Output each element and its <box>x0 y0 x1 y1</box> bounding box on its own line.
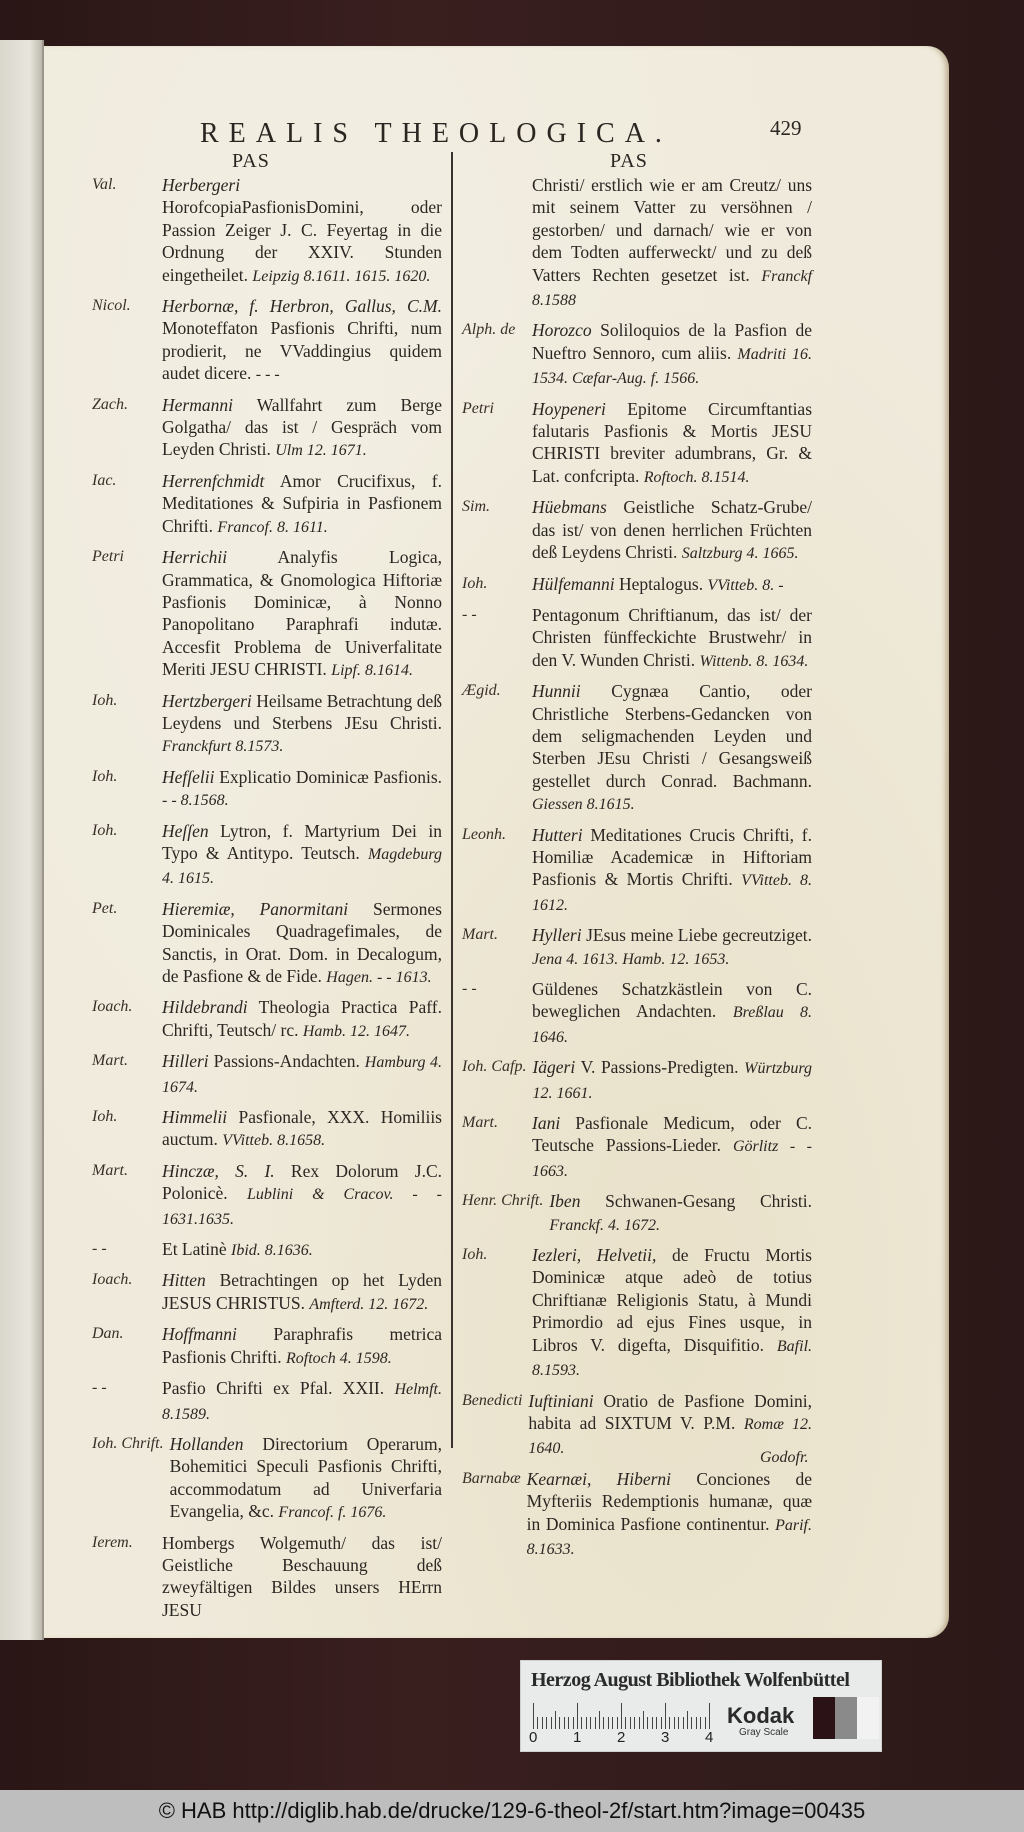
entry-title: Cygnæa Cantio, oder Christliche Sterbens-Gedancken von dem seligmachenden Leyden und Sterben JEsu Christi / Gesangsweiß gestellet durch Conrad. Bachmann. <box>532 681 812 791</box>
author-given-name: Ioach. <box>92 998 133 1016</box>
author-given-name: Leonh. <box>462 825 506 843</box>
author-surname: Himmelii <box>162 1107 228 1128</box>
entry-text <box>532 604 812 673</box>
author-surname: Herrenfchmidt <box>162 470 265 491</box>
ruler-tick <box>564 1717 565 1729</box>
author-given-name: Ioh. <box>462 1246 488 1264</box>
entry-imprint: Bafil. 8.1593. <box>532 1337 813 1380</box>
ruler-tick <box>669 1717 670 1729</box>
entry-title: Güldenes Schatzkästlein von C. beweglichen Andachten. <box>532 979 812 1022</box>
ruler-tick <box>674 1717 675 1729</box>
author-surname: Iani <box>532 1113 561 1134</box>
ruler-tick <box>586 1717 587 1729</box>
entry-imprint: VVitteb. 8.1658. <box>222 1132 326 1150</box>
bibliography-entry <box>462 573 812 597</box>
ruler-label: 1 <box>573 1729 582 1746</box>
gray-swatch-dark <box>813 1697 835 1739</box>
bibliography-entry <box>92 1050 442 1099</box>
author-surname: Hutteri <box>532 824 583 845</box>
author-surname: Hollanden <box>169 1433 244 1454</box>
entry-title: Schwanen-Gesang Christi. <box>605 1191 812 1212</box>
bibliography-entry <box>92 1106 442 1153</box>
bibliography-entry <box>92 898 442 990</box>
author-surname: Hylleri <box>532 925 582 946</box>
entry-text <box>162 546 442 682</box>
ruler-tick <box>656 1717 657 1729</box>
entry-title: Amor Crucifixus, f. Meditationes & Sufpiria in Pasfionem Chrifti. <box>162 470 442 536</box>
author-surname: Horozco <box>532 320 592 341</box>
entry-title: Wallfahrt zum Berge Golgatha/ das ist / Gespräch vom Leyden Christi. <box>162 394 442 460</box>
bibliography-entry <box>92 766 442 813</box>
ruler-tick <box>555 1711 556 1729</box>
entry-title: de Fructu Mortis Dominicæ atque adeò de totius Chriftianæ Religionis Statu, à Mundi Primordio ad ejus Fines usque, in Libros V. digefta, Disquifitio. <box>532 1245 812 1355</box>
column-head-left: PAS <box>232 150 270 172</box>
entry-imprint: Helmft. 8.1589. <box>162 1381 442 1423</box>
ruler-tick <box>705 1717 706 1729</box>
author-surname: Hüebmans <box>532 497 607 518</box>
ruler-tick <box>691 1717 692 1729</box>
entry-text <box>162 470 442 539</box>
entry-text <box>532 1244 812 1382</box>
author-given-name: Mart. <box>462 1114 498 1132</box>
author-surname: Hilleri <box>162 1051 209 1072</box>
ruler-tick <box>533 1703 534 1729</box>
entry-imprint: Franckf 8.1588 <box>532 267 813 310</box>
bibliography-entry <box>92 690 442 759</box>
entry-title: Passions-Andachten. <box>213 1051 360 1072</box>
ruler-tick <box>634 1717 635 1729</box>
author-surname: Hunnii <box>532 681 581 702</box>
bibliography-entry <box>462 1244 812 1382</box>
ruler-label: 3 <box>661 1729 670 1746</box>
bibliography-entry <box>462 680 812 816</box>
entry-text <box>532 573 812 597</box>
entry-text <box>162 996 442 1043</box>
entry-imprint: Francof. 8. 1611. <box>217 518 328 536</box>
bibliography-entry <box>92 174 442 288</box>
entry-text <box>532 398 812 490</box>
right-column <box>462 174 812 1568</box>
entry-imprint: Breßlau 8. 1646. <box>532 1004 812 1046</box>
entry-imprint: Francof. f. 1676. <box>278 1504 387 1522</box>
entry-text <box>162 1532 442 1624</box>
entry-title: Geistliche Schatz-Grube/ das ist/ von denen herrlichen Früchten deß Leydens Christi. <box>532 497 812 563</box>
author-given-name: Ioh. <box>92 691 118 709</box>
author-given-name: Ioh. <box>92 1108 118 1126</box>
author-surname: Kearnæi, Hiberni <box>526 1468 672 1489</box>
bibliography-entry <box>462 174 812 312</box>
ruler-tick <box>537 1717 538 1729</box>
entry-text <box>162 766 442 813</box>
entry-title: Heptalogus. <box>619 573 704 594</box>
ruler-tick <box>639 1717 640 1729</box>
entry-imprint: Ibid. 8.1636. <box>231 1242 313 1260</box>
ruler-tick <box>568 1717 569 1729</box>
entry-title: Analyfis Logica, Grammatica, & Gnomologica Hiftoriæ Pasfionis Dominicæ, à Nonno Panopolitano Paraphrafi indutæ. Accesfit Problema de Univerfalitate Meriti JESU CHRISTI. <box>162 547 442 680</box>
bibliography-entry <box>462 1190 812 1237</box>
author-given-name: Zach. <box>92 395 128 413</box>
entry-text <box>162 1377 442 1426</box>
ruler-tick <box>678 1717 679 1729</box>
entry-text <box>532 496 812 565</box>
author-given-name: Benedicti <box>462 1391 523 1409</box>
entry-text <box>532 824 812 918</box>
author-surname: Herrichii <box>162 547 228 568</box>
author-given-name: Iac. <box>92 471 117 489</box>
entry-imprint: Lipf. 8.1614. <box>331 662 413 680</box>
entry-text <box>162 1323 442 1370</box>
ruler-tick <box>559 1717 560 1729</box>
bibliography-entry <box>462 924 812 971</box>
bibliography-entry <box>92 394 442 463</box>
catchword: Godofr. <box>760 1449 809 1466</box>
entry-text <box>527 1468 812 1562</box>
author-given-name: Barnabæ <box>462 1469 521 1487</box>
entry-imprint: Görlitz - - 1663. <box>532 1138 813 1180</box>
column-divider <box>451 152 453 1448</box>
entry-imprint: Amfterd. 12. 1672. <box>309 1295 429 1313</box>
author-surname: Hefſelii <box>162 766 215 787</box>
entry-imprint: Romæ 12. 1640. <box>528 1415 813 1458</box>
ruler-label: 0 <box>529 1729 538 1746</box>
author-surname: Iben <box>549 1191 581 1212</box>
ruler-tick <box>665 1703 666 1729</box>
bibliography-entry <box>92 1323 442 1370</box>
entry-title: V. Passions-Predigten. <box>580 1057 739 1078</box>
entry-title: Meditationes Crucis Chrifti, f. Homiliæ Academicæ in Hiftoriam Pasfionis & Mortis Chrifti. <box>532 824 812 890</box>
author-surname: Hieremiæ, Panormitani <box>162 898 349 919</box>
entry-title: Pasfionale Medicum, oder C. Teutsche Passions-Lieder. <box>532 1113 812 1156</box>
entry-text <box>549 1190 812 1237</box>
ruler-tick <box>643 1711 644 1729</box>
entry-title: Pasfio Chrifti ex Pfal. XXII. <box>162 1378 385 1399</box>
bibliography-entry <box>92 996 442 1043</box>
ruler-tick <box>612 1717 613 1729</box>
author-given-name: Mart. <box>92 1161 128 1179</box>
entry-title: Theologia Practica Paff. Chrifti, Teutsch/ rc. <box>162 997 442 1040</box>
entry-imprint: VVitteb. 8. 1612. <box>532 872 813 914</box>
author-given-name: Sim. <box>462 498 490 516</box>
entry-imprint: Hagen. - - 1613. <box>326 969 432 986</box>
entry-title: Explicatio Dominicæ Pasfionis. <box>219 766 443 787</box>
running-head: REALIS THEOLOGICA. <box>200 118 672 149</box>
ruler-tick <box>621 1703 622 1729</box>
entry-text <box>162 820 442 891</box>
entry-text <box>162 1269 442 1316</box>
ruler-tick <box>608 1717 609 1729</box>
entry-text <box>532 924 812 971</box>
author-surname: Hitten <box>162 1270 206 1291</box>
author-given-name: Ioh. <box>92 767 118 785</box>
ruler-tick <box>630 1717 631 1729</box>
author-surname: Hinczæ, S. I. <box>162 1160 275 1181</box>
entry-title: HorofcopiaPasfionisDomini, oder Passion Zeiger J. C. Feyertag in die Ordnung der XXIV. Stunden eingetheilet. <box>162 197 442 285</box>
ruler-tick <box>683 1717 684 1729</box>
entry-text <box>462 174 812 312</box>
entry-imprint: Hamburg 4. 1674. <box>162 1054 443 1096</box>
entry-imprint: Franckf. 4. 1672. <box>549 1216 660 1234</box>
author-given-name: Ægid. <box>462 682 501 700</box>
entry-imprint: Madriti 16. 1534. Cæfar-Aug. f. 1566. <box>532 345 813 388</box>
entry-title: Et Latinè <box>162 1239 227 1260</box>
color-scale-card <box>520 1660 882 1752</box>
ruler-tick <box>542 1717 543 1729</box>
ruler-tick <box>687 1711 688 1729</box>
bibliography-entry <box>92 1238 442 1262</box>
ruler-tick <box>700 1717 701 1729</box>
entry-title: Pentagonum Chriftianum, das ist/ der Christen fünffeckichte Brustwehr/ in den V. Wunden Christi. <box>532 604 812 670</box>
entry-title: Oratio de Pasfione Domini, habita ad SIXTUM V. P.M. <box>528 1390 813 1433</box>
bibliography-entry <box>462 1468 812 1562</box>
entry-text <box>162 1238 442 1262</box>
ruler-tick <box>661 1717 662 1729</box>
entry-title: Christi/ erstlich wie er am Creutz/ uns mit seinem Vatter zu versöhnen / gestorben/ und darnach/ wie er von dem Todten aufferweckt/ und zu deß Vatters Rechten gesetzet ist. <box>532 175 812 285</box>
entry-text <box>162 690 442 759</box>
entry-imprint: Ulm 12. 1671. <box>275 442 367 460</box>
ruler-tick <box>590 1717 591 1729</box>
ruler-tick <box>647 1717 648 1729</box>
entry-imprint: Saltzburg 4. 1665. <box>681 545 799 563</box>
author-given-name: - - <box>92 1379 107 1397</box>
bibliography-entry <box>92 1160 442 1231</box>
author-given-name: - - <box>92 1240 107 1258</box>
bibliography-entry <box>462 1112 812 1183</box>
entry-text <box>162 174 442 288</box>
entry-text <box>532 680 812 816</box>
entry-imprint: Franckfurt 8.1573. <box>162 738 284 756</box>
author-given-name: Dan. <box>92 1325 124 1343</box>
bibliography-entry <box>462 319 812 390</box>
bibliography-entry <box>92 546 442 682</box>
ruler-tick <box>696 1717 697 1729</box>
entry-imprint: Würtzburg 12. 1661. <box>532 1060 813 1102</box>
bibliography-entry <box>92 470 442 539</box>
bibliography-entry <box>92 820 442 891</box>
author-surname: Hoffmanni <box>162 1324 237 1345</box>
entry-imprint: Roftoch. 8.1514. <box>643 468 750 486</box>
entry-title: Soliloquios de la Pasfion de Nueftro Sennoro, cum aliis. <box>532 320 813 363</box>
entry-title: Epitome Circumftantias falutaris Pasfionis & Mortis JESU CHRISTI breviter adumbrans, Gr. & Lat. confcripta. <box>532 398 813 486</box>
ruler-tick <box>617 1717 618 1729</box>
author-given-name: Mart. <box>92 1052 128 1070</box>
entry-text <box>162 295 442 387</box>
left-column <box>92 174 442 1630</box>
ruler-label: 2 <box>617 1729 626 1746</box>
bibliography-entry <box>92 295 442 387</box>
ruler-tick <box>603 1717 604 1729</box>
entry-title: Rex Dolorum J.C. Polonicè. <box>162 1160 442 1204</box>
column-head-right: PAS <box>610 150 648 172</box>
bibliography-entry <box>92 1377 442 1426</box>
author-given-name: Ierem. <box>92 1533 133 1551</box>
entry-title: Monoteffaton Pasfionis Chrifti, num prodierit, ne VVaddingius quidem audet dicere. <box>162 318 442 384</box>
entry-title: Conciones de Myfteriis Redemptionis humanæ, quæ in Dominica Pasfione continentur. <box>526 1468 812 1534</box>
bibliography-entry <box>92 1269 442 1316</box>
institution-label: Herzog August Bibliothek Wolfenbüttel <box>531 1669 850 1691</box>
entry-text <box>532 319 812 390</box>
author-surname: Heſſen <box>162 820 209 841</box>
bibliography-entry <box>462 824 812 918</box>
gray-swatch-light <box>857 1697 879 1739</box>
entry-imprint: Hamb. 12. 1647. <box>302 1022 410 1040</box>
ruler-tick <box>709 1703 710 1729</box>
ruler-tick <box>595 1717 596 1729</box>
author-given-name: Ioh. <box>462 574 488 592</box>
bibliography-entry <box>462 398 812 490</box>
ruler-tick <box>581 1717 582 1729</box>
bibliography-entry <box>462 604 812 673</box>
ruler-tick <box>625 1717 626 1729</box>
entry-text <box>162 898 442 990</box>
entry-imprint: - - - <box>255 366 280 384</box>
entry-title: Sermones Dominicales Quadragefimales, de Sanctis, in Orat. Dom. in Decalogum, de Pasfione & de Fide. <box>162 898 442 986</box>
author-given-name: Petri <box>462 399 494 417</box>
ruler-tick <box>551 1717 552 1729</box>
page-number: 429 <box>770 116 802 140</box>
entry-title: Paraphrafis metrica Pasfionis Chrifti. <box>162 1324 442 1367</box>
gray-scale-label: Gray Scale <box>739 1727 789 1738</box>
entry-text <box>162 1050 442 1099</box>
author-given-name: Pet. <box>92 899 118 917</box>
author-given-name: Ioach. <box>92 1271 133 1289</box>
ruler <box>533 1703 713 1729</box>
entry-title: Heilsame Betrachtung deß Leydens und Sterbens JEsu Christi. <box>162 690 442 733</box>
author-given-name: Nicol. <box>92 297 131 315</box>
author-surname: Hülfemanni <box>532 573 615 594</box>
entry-imprint: Wittenb. 8. 1634. <box>699 652 809 670</box>
entry-text <box>162 394 442 463</box>
copyright-footer: © HAB http://diglib.hab.de/drucke/129-6-theol-2f/start.htm?image=00435 <box>0 1790 1024 1832</box>
entry-imprint: VVitteb. 8. - <box>707 576 784 594</box>
author-given-name: Henr. Chrift. <box>462 1192 544 1210</box>
bibliography-entry <box>462 1056 812 1105</box>
author-surname: Iezleri, Helvetii, <box>532 1245 657 1266</box>
author-given-name: Ioh. Chrift. <box>92 1434 164 1452</box>
entry-imprint: Parif. 8.1633. <box>526 1516 812 1558</box>
bibliography-entry <box>462 978 812 1049</box>
author-given-name: - - <box>462 605 477 623</box>
author-surname: Herbergeri <box>162 175 241 195</box>
author-surname: Hertzbergeri <box>162 690 252 711</box>
ruler-tick <box>577 1703 578 1729</box>
entry-imprint: Lublini & Cracov. - - 1631.1635. <box>162 1186 443 1228</box>
entry-imprint: Giessen 8.1615. <box>532 796 635 814</box>
entry-text <box>532 1056 812 1105</box>
bibliography-entry <box>92 1532 442 1624</box>
author-surname: Herbornæ, f. Herbron, Gallus, C.M. <box>162 296 442 317</box>
bibliography-entry <box>92 1433 442 1525</box>
kodak-logo: Kodak <box>727 1703 795 1728</box>
author-surname: Iägeri <box>532 1057 576 1078</box>
author-surname: Hoypeneri <box>532 398 606 419</box>
author-given-name: Mart. <box>462 926 498 944</box>
entry-imprint: Magdeburg 4. 1615. <box>162 845 442 888</box>
entry-imprint: Leipzig 8.1611. 1615. 1620. <box>252 267 431 285</box>
ruler-tick <box>599 1711 600 1729</box>
author-surname: Hermanni <box>162 394 233 415</box>
entry-imprint: - - 8.1568. <box>162 792 229 810</box>
entry-title: Lytron, f. Martyrium Dei in Typo & Antitypo. Teutsch. <box>162 820 442 863</box>
entry-title: JEsus meine Liebe gecreutziget. <box>586 925 813 946</box>
entry-imprint: Roftoch 4. 1598. <box>285 1349 392 1367</box>
gray-swatch-mid <box>835 1697 857 1739</box>
ruler-tick <box>573 1717 574 1729</box>
author-given-name: Petri <box>92 548 124 566</box>
entry-text <box>532 978 812 1049</box>
entry-text <box>170 1433 442 1525</box>
author-surname: Iuftiniani <box>528 1390 594 1411</box>
author-given-name: Val. <box>92 176 117 193</box>
author-given-name: - - <box>462 980 477 997</box>
author-surname: Hildebrandi <box>162 997 248 1018</box>
author-given-name: Alph. de <box>462 321 516 339</box>
author-given-name: Ioh. <box>92 821 118 839</box>
previous-page-edge <box>0 40 44 1640</box>
author-given-name: Ioh. Cafp. <box>462 1058 527 1076</box>
entry-text <box>162 1160 442 1231</box>
ruler-tick <box>652 1717 653 1729</box>
entry-title: Pasfionale, XXX. Homiliis auctum. <box>162 1107 442 1150</box>
entry-imprint: Jena 4. 1613. Hamb. 12. 1653. <box>532 950 730 968</box>
entry-title: Hombergs Wolgemuth/ das ist/ Geistliche Beschauung deß zweyfältigen Bildes unsers HErrn JESU <box>162 1532 442 1620</box>
ruler-tick <box>546 1717 547 1729</box>
ruler-label: 4 <box>705 1729 714 1746</box>
bibliography-entry <box>462 496 812 565</box>
entry-title: Betrachtingen op het Lyden JESUS CHRISTUS. <box>162 1270 443 1313</box>
entry-text <box>532 1112 812 1183</box>
entry-text <box>162 1106 442 1153</box>
entry-title: Directorium Operarum, Bohemitici Speculi Pasfionis Chrifti, accommodatum ad Univerfaria Evangelia, &c. <box>169 1433 443 1522</box>
